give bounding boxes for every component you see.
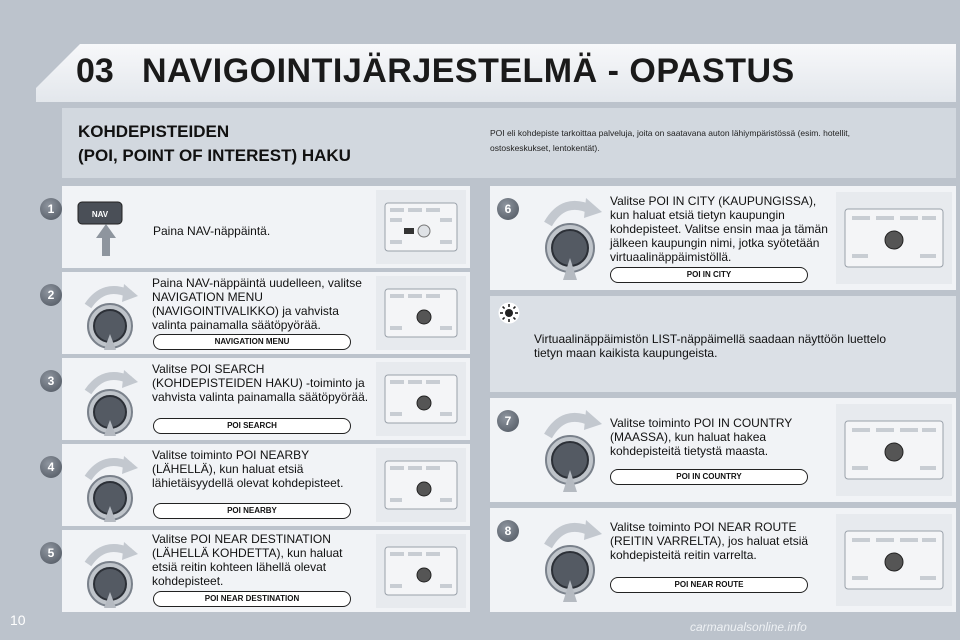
step-text-4: Valitse toiminto POI NEARBY (LÄHELLÄ), kun haluat etsiä lähietäisyydellä olevat kohdepisteet. [152,448,344,490]
section-title-line1: KOHDEPISTEIDEN [78,122,230,141]
radio-panel-icon [384,374,458,424]
step-text-2: Paina NAV-näppäintä uudelleen, valitse NAVIGATION MENU (NAVIGOINTIVALIKKO) ja vahvista valinta painamalla säätöpyörää. [152,276,362,332]
poi-in-city-option: POI IN CITY [610,267,808,283]
sun-icon [498,302,520,324]
rotary-knob-icon [532,190,612,286]
radio-panel-icon [844,208,944,268]
radio-panel-icon [844,420,944,480]
nav-key-label: NAV [91,210,109,219]
radio-panel-icon [384,202,458,252]
radio-panel-icon [844,530,944,590]
intro-text: POI eli kohdepiste tarkoittaa palveluja, joita on saatavana auton lähiympäristössä (esim. hotellit, ostoskeskukset, lentokentät). [490,128,851,153]
rotary-knob-icon [74,536,150,612]
tip-text: Virtuaalinäppäimistön LIST-näppäimellä saadaan näyttöön luettelo tietyn maan kaikista kaupungeista. [534,332,887,360]
step-text-8: Valitse toiminto POI NEAR ROUTE (REITIN VARRELTA), jos haluat etsiä kohdepisteitä reitin varrelta. [610,520,809,562]
page-number: 10 [10,612,26,628]
radio-panel-icon [384,546,458,596]
rotary-knob-icon [74,450,150,526]
poi-near-route-option: POI NEAR ROUTE [610,577,808,593]
section-title [78,120,351,168]
step-number-2: 2 [40,284,62,306]
nav-key-icon [76,196,140,260]
step-number-7: 7 [497,410,519,432]
navigation-menu-option: NAVIGATION MENU [153,334,351,350]
chapter-number: 03 [76,52,114,90]
step-number-8: 8 [497,520,519,542]
poi-nearby-option: POI NEARBY [153,503,351,519]
page-title: NAVIGOINTIJÄRJESTELMÄ - OPASTUS [142,52,795,90]
section-title-line2: (POI, POINT OF INTEREST) HAKU [78,146,351,165]
step-number-6: 6 [497,198,519,220]
radio-panel-icon [384,288,458,338]
step-text-3: Valitse POI SEARCH (KOHDEPISTEIDEN HAKU) -toiminto ja vahvista valinta painamalla säätöpyörää. [152,362,369,404]
poi-search-option: POI SEARCH [153,418,351,434]
step-text-1: Paina NAV-näppäintä. [153,224,271,238]
step-text-5: Valitse POI NEAR DESTINATION (LÄHELLÄ KOHDETTA), kun haluat etsiä reitin kohteen lähellä olevat kohdepisteet. [152,532,343,588]
step-text-7: Valitse toiminto POI IN COUNTRY (MAASSA), kun haluat hakea kohdepisteitä tietystä maasta. [610,416,793,458]
poi-near-destination-option: POI NEAR DESTINATION [153,591,351,607]
step-number-1: 1 [40,198,62,220]
step-number-5: 5 [40,542,62,564]
rotary-knob-icon [532,402,612,498]
rotary-knob-icon [74,364,150,440]
rotary-knob-icon [74,278,150,354]
watermark: carmanualsonline.info [690,620,807,634]
poi-in-country-option: POI IN COUNTRY [610,469,808,485]
radio-panel-icon [384,460,458,510]
step-text-6: Valitse POI IN CITY (KAUPUNGISSA), kun haluat etsiä tietyn kaupungin kohdepisteet. Valitse ensin maa ja tämän jälkeen kaupungin nimi, jotka syötetään virtuaalinäppäimistöllä. [610,194,828,264]
step-number-4: 4 [40,456,62,478]
step-number-3: 3 [40,370,62,392]
rotary-knob-icon [532,512,612,608]
